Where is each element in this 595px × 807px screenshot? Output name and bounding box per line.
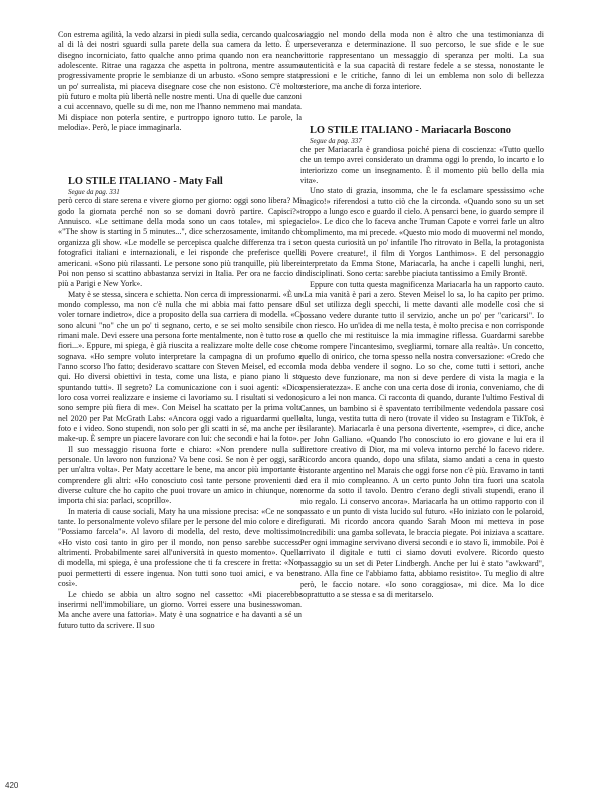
section-spacer (300, 92, 544, 125)
body-paragraph: Con estrema agilità, la vedo alzarsi in piedi sulla sedia, cercando qualcosa al di là dei nostri sguardi sulla parete della sua camera da letto. È un disegno incorniciato, fatto qualche anno prima quando non era neanche adolescente. Ritrae una ragazza che aspetta in poltrona, mentre assume progressivamente proprie le sembianze di un arbusto. «Sono sempre stata un po' surrealista, mi piaceva disegnare cose che non esistono. C'è molto più futuro e molta più libertà nelle nostre menti. Una di quelle due canzoni a cui accennavo, quelle su di me, non me l'hanno nemmeno mai mandata. Mi dispiace non poterla sentire, e purtroppo ignoro tutto. Le parole, la melodia». Però, le piace immaginarla. (58, 30, 302, 133)
body-paragraph: viaggio nel mondo della moda non è altro che una testimonianza di perseveranza e determinazione. Il suo percorso, le sue sfide e le sue vittorie rappresentano un messaggio di speranza per molti. La sua autenticità e la sua capacità di restare fedele a se stessa, nonostante le pressioni e le critiche, fanno di lei un emblema non solo di bellezza esteriore, ma anche di forza interiore. (300, 30, 544, 91)
page-number: 420 (5, 781, 19, 790)
left-column (58, 30, 302, 631)
body-paragraph: Le chiedo se abbia un altro sogno nel cassetto: «Mi piacerebbe inserirmi nell'immobiliare, un giorno. Vorrei essere una businesswoman. Ma anche avere una fattoria». Maty è una sognatrice e ha davanti a sé un futuro tutto da scrivere. Il suo (58, 589, 302, 630)
section-continuation-note: Segue da pag. 331 (68, 188, 120, 197)
section-spacer (58, 133, 302, 176)
body-paragraph: che per Mariacarla è grandiosa poiché piena di coscienza: «Tutto quello che un tempo avrei considerato un dramma oggi lo prendo, lo incarto e lo interiorizzo come un insegnamento. È il momento più bello della mia vita». (300, 145, 544, 186)
body-paragraph: Uno stato di grazia, insomma, che le fa esclamare spessissimo «che magico!» riferendosi a tutto ciò che la circonda. «Quando sono su un set troppo a lungo esco e guardo il cielo. A pensarci bene, io guardo sempre il cielo». Le dico che lo faceva anche Truman Capote e vorrei farle un altro complimento, ma mi precede. «Questo mio modo di muovermi nel mondo, con questa curiosità un po' infantile l'ho ritrovato in Bella, la protagonista di Povere creature!, il film di Yorgos Lanthimos». E del personaggio interpretato da Emma Stone, Mariacarla, ha anche i capelli lunghi, neri, indisciplinati. Sono certa: sarebbe piaciuta tantissimo a Emily Brontë. (300, 186, 544, 279)
body-paragraph: Maty è se stessa, sincera e schietta. Non cerca di impressionarmi. «È un mondo complesso, ma non c'è nulla che mi abbia mai fatto pensare di voler tornare indietro», dice a proposito della sua carriera di modella. «Ci sono alcuni "no" che un po' ti segnano, certo, e se sei molto sensibile ci rimani male. Devi essere una persona forte mentalmente, non è tutto rose e fiori...». Eppure, mi spiega, è già riuscita a realizzare molte delle cose che sognava. «Ho sempre voluto interpretare la campagna di un profumo e l'anno scorso l'ho fatto; desideravo scattare con Steven Meisel, ed eccomi qui. Ho diversi obiettivi in testa, come una lista, e piano piano li sto spuntando tutti». Il segreto? La comunicazione con i suoi agenti: «Dico loro cosa vorrei realizzare e insieme ci lavoriamo su. I risultati si vedono, sono sempre più fiera di me». Con Meisel ha scattato per la prima volta nel 2020 per Pat McGrath Labs: «Ancora oggi vado a riguardarmi quelle foto e i video. Sono stupendi, non solo per gli scatti in sé, ma anche per il make-up. È sempre un piacere lavorare con lui: che secondi e hai la foto». (58, 289, 302, 444)
body-paragraph: però cerco di stare serena e vivere giorno per giorno: oggi sono libera? Mi godo la giornata perché non so se domani dovrò partire. Capisci?». Annuisco. «Le settimane della moda sono un caos totale», mi spiega. «"The show is starting in 5 minutes...", dice scherzosamente, imitando chi organizza gli show. «Le modelle se percepisca qualche differenza tra i set fotografici italiani e internazionali, e lei risponde che preferisce quelli americani. «Sono più rilassanti. Le persone sono più tranquille, più libere. Poi non penso si scattino abbastanza servizi in Italia. Per ora ne faccio di più a Parigi e New York». (58, 196, 302, 289)
section-heading: LO STILE ITALIANO - Maty Fall (68, 176, 223, 188)
body-paragraph: Il suo messaggio risuona forte e chiaro: «Non prendere nulla sul personale. Un lavoro non funziona? Va bene così. Se non è per oggi, sarà per un'altra volta». Per Maty accettare le bene, ma ancor più importante è comprendere gli altri: «Ho conosciuto così tante persone provenienti da diverse culture che ho capito che puoi trovare un amico in chiunque, non importa chi sia: parlaci, scoprillo». (58, 444, 302, 506)
body-paragraph: In materia di cause sociali, Maty ha una missione precisa: «Ce ne sono tante. Io personalmente volevo sfilare per le persone del mio colore e dire: "Possiamo farcela"». Al lavoro di modella, del resto, deve moltissimo: «Ho visto così tanto in giro per il mondo, non penso sarebbe successo altrimenti. Probabilmente sarei all'università in questo momento». Quella di modella, mi spiega, è una professione che ti fa crescere in fretta: «Non puoi permetterti di essere ingenua. Non tutti sono tuoi amici, e va bene così». (58, 506, 302, 589)
section-heading: LO STILE ITALIANO - Mariacarla Boscono (310, 125, 511, 137)
right-column (300, 30, 544, 600)
section-continuation-note: Segue da pag. 337 (310, 137, 362, 146)
body-paragraph: Eppure con tutta questa magnificenza Mariacarla ha un rapporto cauto. «La mia vanità è pari a zero. Steven Meisel lo sa, lo ha capito per primo. Sul set utilizza degli specchi, li mette davanti alle modelle così che si possano vedere durante tutto il servizio, anche un po' per "caricarsi". Io non riesco. Ho un'idea di me nella testa, è molto precisa e non corrisponde a quello che mi restituisce la mia immagine riflessa. Guardarmi sarebbe come rompere l'incantesimo, svegliarmi, tornare alla realtà». Un concetto, quello di onirico, che torna spesso nella nostra conversazione: «Credo che la moda debba vendere il sogno. Lo so che, come tutti i settori, anche questo deve funzionare, ma non si deve perdere di vista la magia e la spensieratezza». E anche con una certa dose di ironia, conveniamo, che di sicuro a lei non manca. Ci racconta di quando, durante l'ultimo Festival di Cannes, un bambino si è spaventato terribilmente vedendola passare così alta, lunga, vestita tutta di nero (trovate il video su Instagram e TikTok, è esilarante). Mariacarla è una persona divertente, «sempre», ci dice, anche per John Galliano. «Quando l'ho conosciuto io ero giovane e lui era il direttore creativo di Dior, ma mi voleva intorno perché lo facevo ridere. Ricordo ancora quando, dopo una sfilata, siamo andati a cena in questo ristorante argentino nel Marais che oggi forse non c'è più. Eravamo in tanti ed era il mio compleanno. A un certo punto John tira fuori una scatola enorme da sotto il tavolo. Dentro c'erano degli stivali stupendi, erano il mio regalo. Li conservo ancora». Mariacarla ha un ottimo rapporto con il passato e un punto di vista lucido sul futuro. «Ho iniziato con le polaroid, figurati. Mi ricordo ancora quando Sarah Moon mi metteva in pose incredibili: una gamba sollevata, le braccia piegate. Poi iniziava a scattare. Per ogni immagine servivano diversi secondi e io stavo lì, immobile. Poi è arrivato il digitale e tutti ci siamo dovuti evolvere. Ricordo questo passaggio su un set di Peter Lindbergh. Anche per lui è stato "awkward", strano. Alla fine ce l'abbiamo fatta, abbiamo resistito». Tu meglio di altre però, le faccio notare. «Io sono coraggiosa», mi dice. Ma lo dice soprattutto a se stessa e sa di meritarselo. (300, 279, 544, 599)
